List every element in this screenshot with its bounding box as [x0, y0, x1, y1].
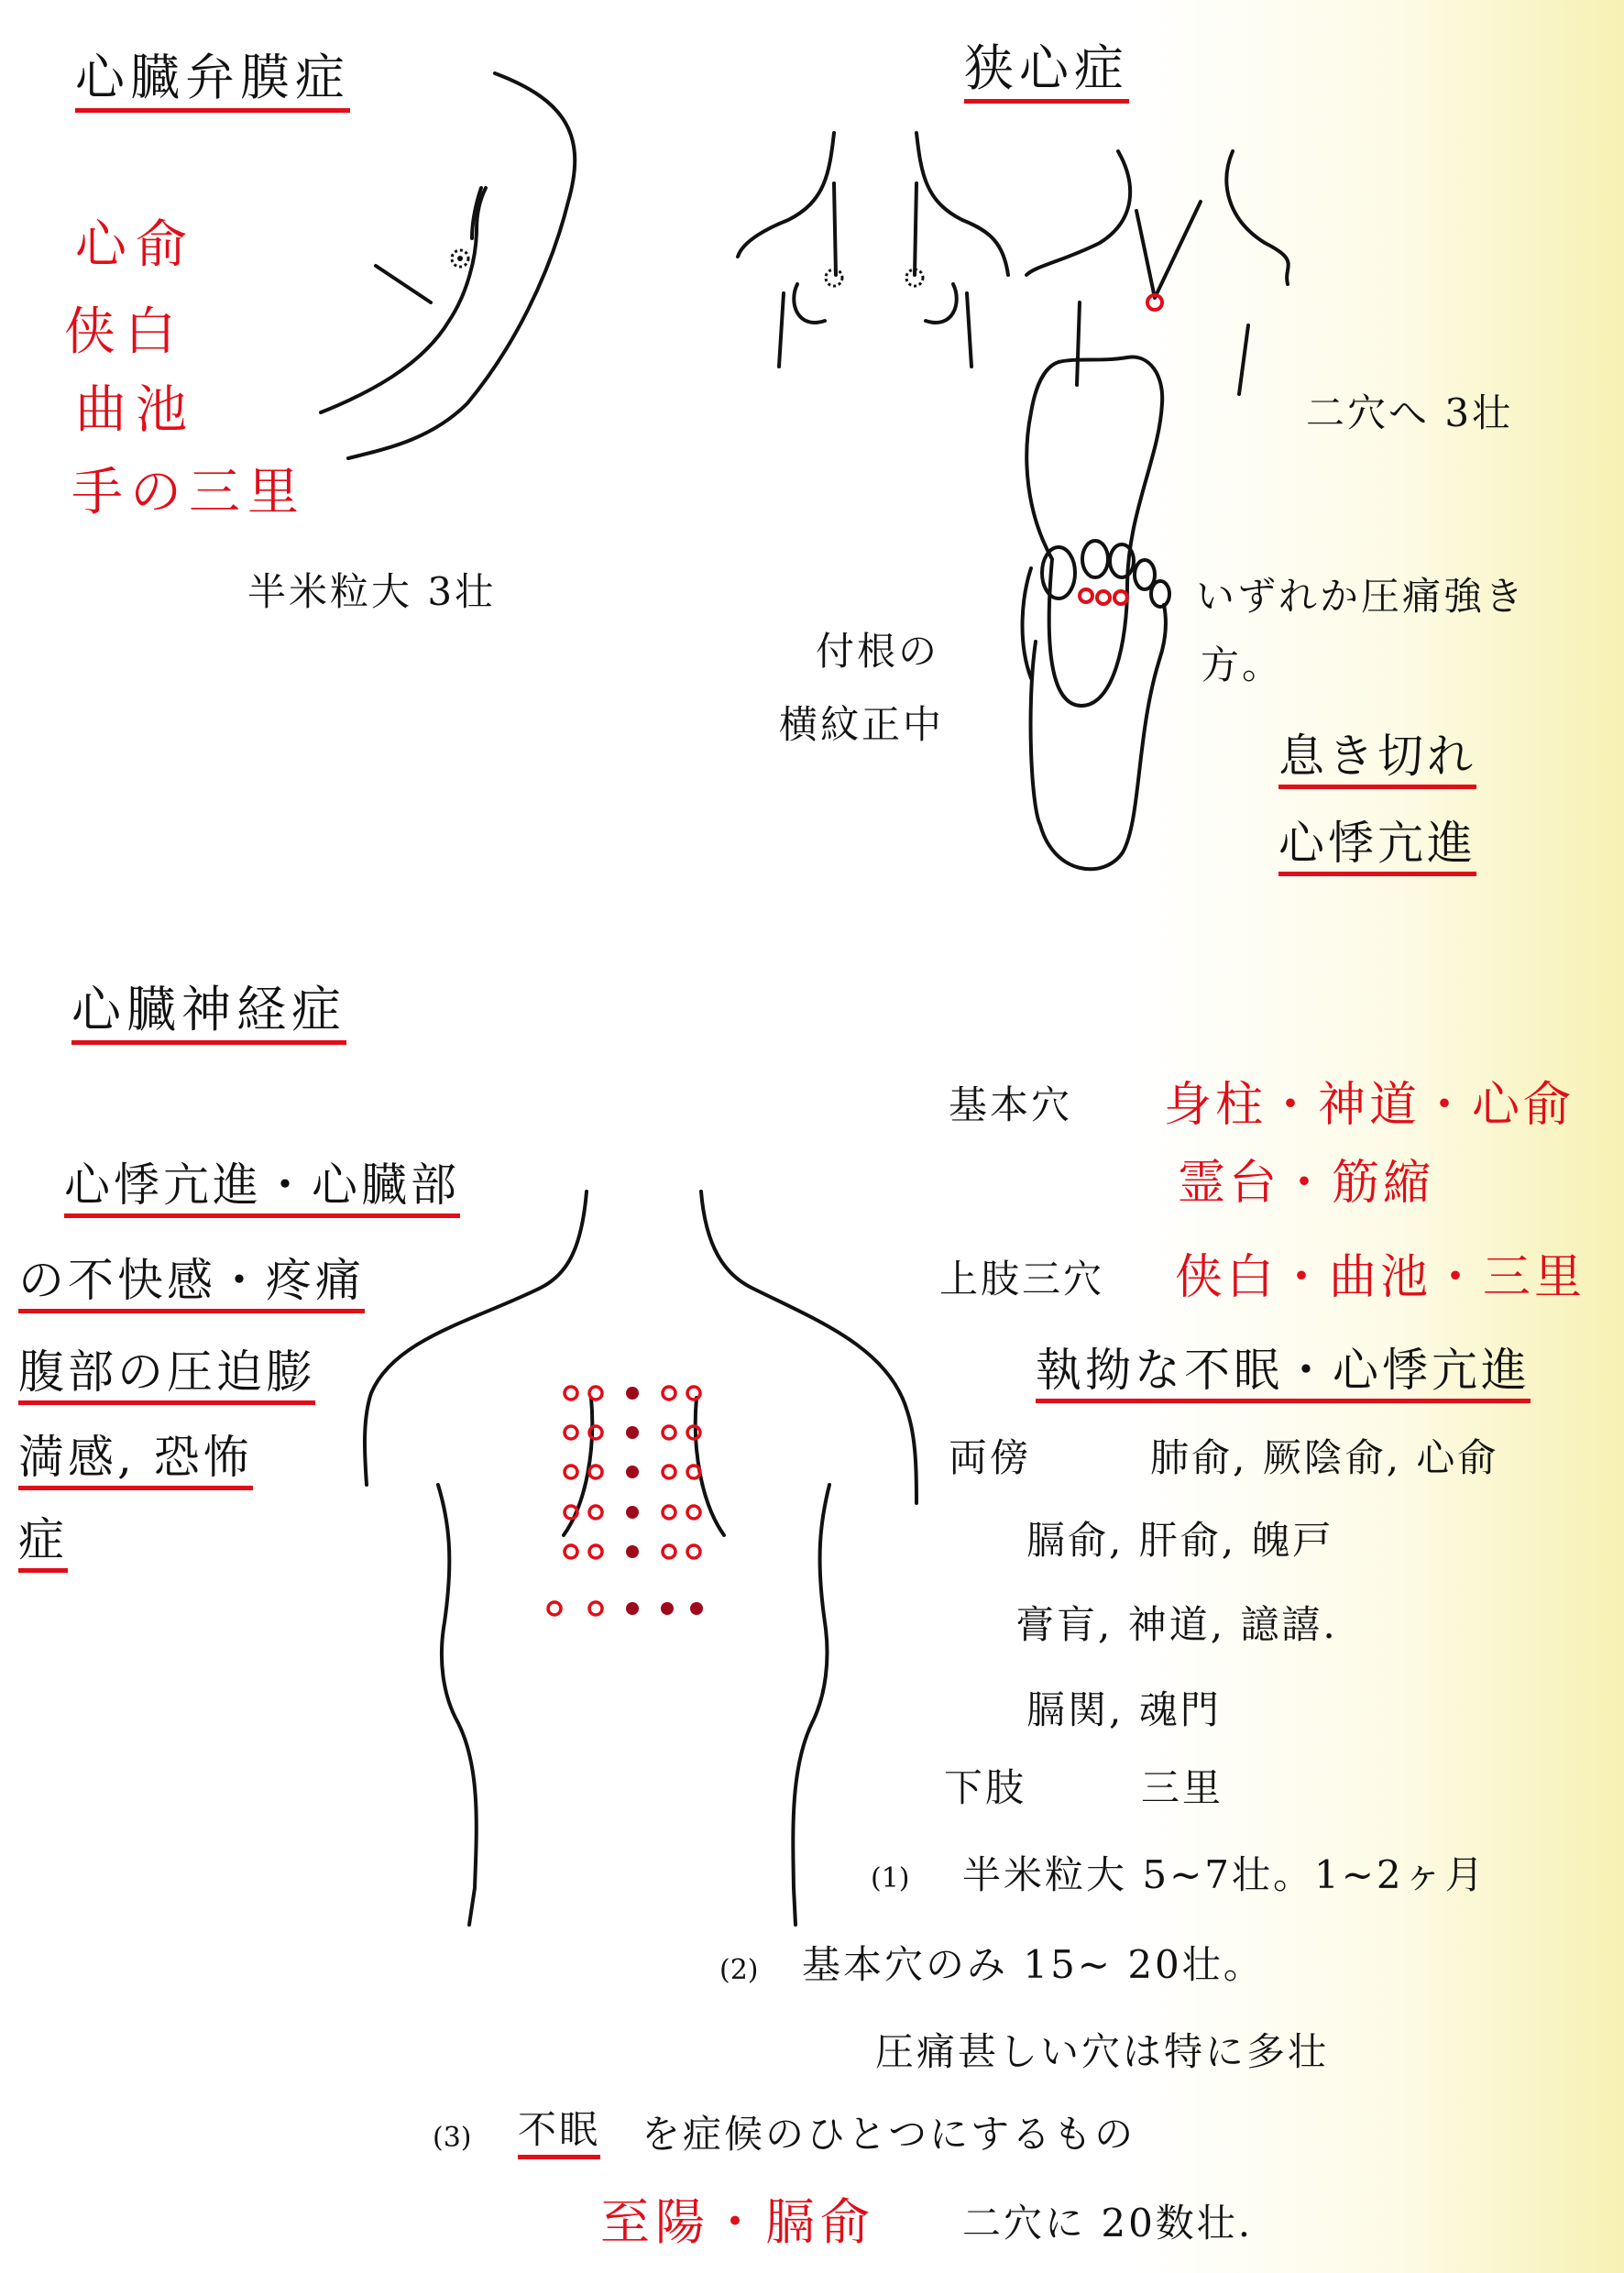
acupoint-grid — [548, 1387, 703, 1615]
basic-points-1: 身柱・神道・心俞 — [1164, 1078, 1575, 1133]
bladder-meridian-point — [663, 1506, 675, 1519]
treatment-3-dose: 二穴に 20数壮. — [962, 2201, 1254, 2246]
valve-point-1: 心俞 — [75, 215, 196, 275]
bladder-meridian-point — [565, 1545, 577, 1558]
upper-points: 侠白・曲池・三里 — [1175, 1250, 1586, 1305]
foot-drawing — [1023, 357, 1169, 870]
bladder-meridian-point — [589, 1545, 602, 1558]
foot-label-2: 横紋正中 — [779, 702, 945, 747]
treatment-3-points: 至陽・膈俞 — [600, 2193, 875, 2251]
bladder-meridian-point — [589, 1387, 602, 1400]
bladder-meridian-point — [663, 1545, 675, 1558]
lower-point: 三里 — [1141, 1765, 1224, 1810]
bladder-meridian-point — [589, 1466, 602, 1478]
chest-drawing — [738, 133, 1008, 367]
bladder-meridian-point — [565, 1466, 577, 1478]
basic-points-2: 霊台・筋縮 — [1178, 1156, 1435, 1211]
valve-point-4: 手の三里 — [71, 463, 306, 522]
insomnia-heading: 執拗な不眠・心悸亢進 — [1036, 1347, 1531, 1403]
governor-vessel-point — [626, 1387, 639, 1400]
treatment-1-num: (1) — [871, 1862, 910, 1894]
bladder-meridian-point — [663, 1426, 675, 1439]
bladder-meridian-point — [565, 1387, 577, 1400]
treatment-2-note: 圧痛甚しい穴は特に多壮 — [875, 2029, 1330, 2074]
lower-acupoint — [548, 1602, 561, 1615]
both-label: 両傍 — [949, 1435, 1032, 1480]
bladder-meridian-point — [687, 1545, 700, 1558]
both-points-2: 膈俞, 肝俞, 魄戸 — [1026, 1518, 1334, 1563]
governor-vessel-point — [626, 1545, 639, 1558]
bladder-meridian-point — [663, 1387, 675, 1400]
foot-label-1: 付根の — [816, 629, 940, 674]
angina-note-2: 方。 — [1201, 642, 1284, 687]
neurosis-symptom-3: 腹部の圧迫膨 — [18, 1349, 315, 1405]
neurosis-symptom-2: の不快感・疼痛 — [18, 1257, 365, 1313]
angina-symptom-2: 心悸亢進 — [1278, 820, 1476, 876]
lower-acupoint — [626, 1602, 639, 1615]
lower-acupoint — [589, 1602, 602, 1615]
valve-dose: 半米粒大 3壮 — [247, 569, 497, 614]
treatment-3-keyword: 不眠 — [518, 2111, 600, 2159]
both-points-3: 膏肓, 神道, 譩譆. — [1015, 1602, 1338, 1647]
back-drawing — [365, 1191, 916, 1925]
both-points-4: 膈関, 魂門 — [1026, 1687, 1222, 1732]
angina-dose: 二穴へ 3壮 — [1306, 390, 1514, 435]
both-points-1: 肺俞, 厥陰俞, 心俞 — [1150, 1435, 1499, 1480]
basic-label: 基本穴 — [949, 1082, 1073, 1127]
neurosis-symptom-5: 症 — [18, 1517, 68, 1573]
arm-drawing — [321, 73, 575, 458]
valve-title: 心臓弁膜症 — [75, 53, 350, 113]
valve-point-2: 侠白 — [64, 302, 185, 362]
valve-point-3: 曲池 — [75, 380, 196, 440]
angina-title: 狭心症 — [964, 44, 1129, 104]
governor-vessel-point — [626, 1506, 639, 1519]
bladder-meridian-point — [589, 1506, 602, 1519]
treatment-1-text: 半米粒大 5~7壮。1~2ヶ月 — [962, 1852, 1487, 1897]
angina-note-1: いずれか圧痛強き — [1196, 574, 1527, 619]
lower-label: 下肢 — [944, 1765, 1027, 1810]
treatment-2-text: 基本穴のみ 15~ 20壮。 — [802, 1942, 1265, 1987]
treatment-2-num: (2) — [719, 1954, 759, 1986]
lower-acupoint — [661, 1602, 674, 1615]
bladder-meridian-point — [663, 1466, 675, 1478]
neck-drawing — [1026, 151, 1289, 394]
treatment-3-num: (3) — [433, 2122, 472, 2154]
neurosis-title: 心臓神経症 — [71, 985, 346, 1045]
neurosis-symptom-1: 心悸亢進・心臓部 — [64, 1162, 460, 1218]
angina-symptom-1: 息き切れ — [1278, 733, 1476, 789]
upper-label: 上肢三穴 — [939, 1257, 1105, 1301]
treatment-3-text: を症候のひとつにするもの — [642, 2112, 1136, 2157]
governor-vessel-point — [626, 1466, 639, 1478]
bladder-meridian-point — [687, 1387, 700, 1400]
bladder-meridian-point — [687, 1506, 700, 1519]
governor-vessel-point — [626, 1426, 639, 1439]
lower-acupoint — [690, 1602, 703, 1615]
neurosis-symptom-4: 満感, 恐怖 — [18, 1434, 253, 1490]
bladder-meridian-point — [565, 1426, 577, 1439]
